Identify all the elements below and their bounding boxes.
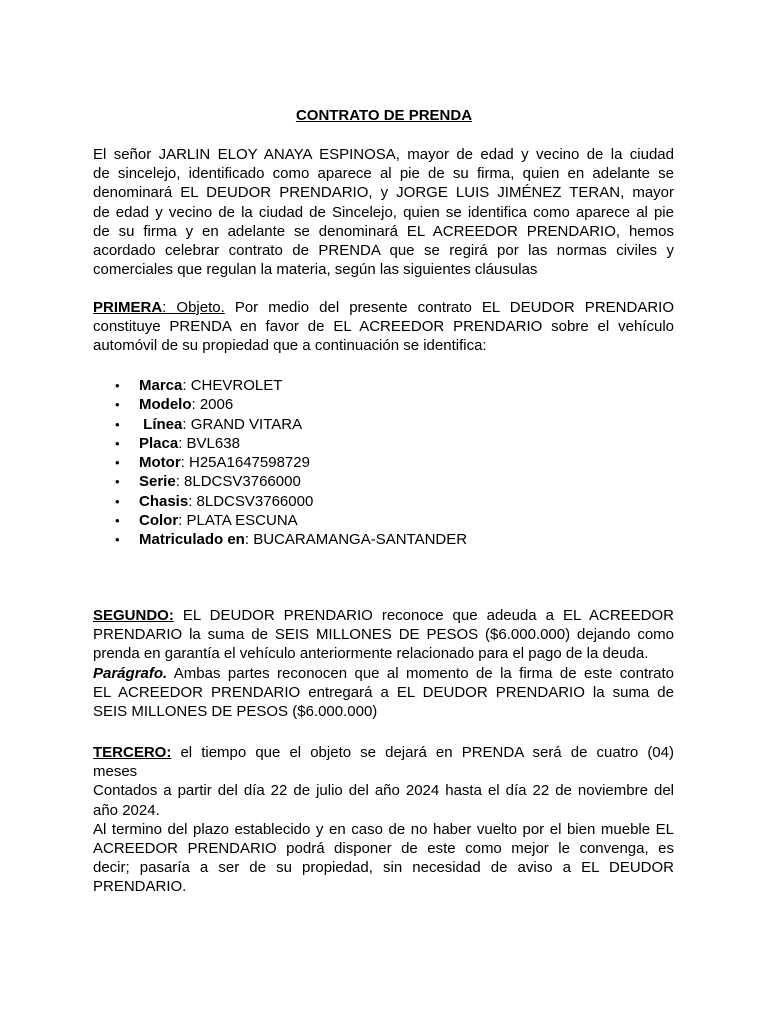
segundo-text: EL DEUDOR PRENDARIO reconoce que adeuda a EL ACREEDOR — [173, 607, 674, 624]
intro-line: denominará EL DEUDOR PRENDARIO, y JORGE LUIS JIMÉNEZ TERAN, mayor — [93, 184, 674, 202]
tercero-line: Contados a partir del día 22 de julio del año 2024 hasta el día 22 de noviembre del — [93, 782, 674, 800]
tercero-line-1 — [93, 743, 674, 762]
segundo-line-1 — [93, 606, 674, 625]
primera-text: Por medio del presente contrato EL DEUDOR PRENDARIO — [224, 299, 674, 316]
intro-line: de edad y vecino de la ciudad de Sincelejo, quien se identifica como aparece al pie — [93, 203, 674, 221]
clause-segundo — [93, 606, 674, 721]
paragrafo-line: EL ACREEDOR PRENDARIO entregará a EL DEUDOR PRENDARIO la suma de — [93, 683, 674, 701]
bullet-icon: • — [115, 493, 120, 509]
segundo-line: PRENDARIO la suma de SEIS MILLONES DE PESOS ($6.000.000) dejando como — [93, 626, 674, 644]
primera-line: constituye PRENDA en favor de EL ACREEDOR PRENDARIO sobre el vehículo — [93, 318, 674, 336]
segundo-label: SEGUNDO — [93, 607, 169, 624]
primera-label: PRIMERA — [93, 299, 163, 316]
document-title: CONTRATO DE PRENDA — [295, 107, 473, 124]
vehicle-field-label: Matriculado en — [139, 531, 245, 549]
tercero-text: el tiempo que el objeto se dejará en PRENDA será de cuatro (04) — [171, 744, 674, 761]
bullet-icon: • — [115, 513, 120, 529]
bullet-icon: • — [115, 532, 120, 548]
vehicle-field-label: Motor — [139, 454, 181, 472]
tercero-label: TERCERO — [93, 744, 167, 761]
tercero-colon: : — [166, 744, 172, 761]
intro-paragraph — [93, 145, 674, 279]
list-item — [115, 395, 467, 414]
list-item — [115, 453, 467, 472]
list-item — [115, 376, 467, 395]
paragrafo-label: Parágrafo. — [93, 664, 168, 682]
vehicle-field-value: : GRAND VITARA — [182, 415, 303, 433]
list-item — [115, 492, 467, 511]
vehicle-field-label: Línea — [139, 415, 183, 433]
list-item — [115, 434, 467, 453]
primera-line: automóvil de su propiedad que a continuación se identifica: — [93, 337, 487, 355]
vehicle-field-value: : 2006 — [191, 396, 234, 414]
list-item — [115, 472, 467, 491]
tercero-line: decir; pasaría a ser de su propiedad, sin necesidad de aviso a EL DEUDOR — [93, 859, 674, 877]
vehicle-field-label: Placa — [139, 434, 179, 452]
clause-primera — [93, 298, 674, 356]
paragrafo-text: Ambas partes reconocen que al momento de la firma de este contrato — [167, 664, 674, 682]
list-item — [115, 415, 467, 434]
tercero-line: meses — [93, 763, 138, 781]
clause-tercero — [93, 743, 674, 897]
list-item — [115, 511, 467, 530]
tercero-line: Al termino del plazo establecido y en caso de no haber vuelto por el bien mueble EL — [93, 820, 674, 838]
intro-line: comerciales que regulan la materia, según las siguientes cláusulas — [93, 261, 538, 279]
vehicle-field-label: Marca — [139, 377, 183, 394]
paragrafo-line: SEIS MILLONES DE PESOS ($6.000.000) — [93, 703, 378, 721]
tercero-line: PRENDARIO. — [93, 878, 187, 896]
list-item — [115, 530, 467, 549]
bullet-icon: • — [115, 474, 120, 490]
vehicle-field-value: : 8LDCSV3766000 — [175, 473, 301, 491]
intro-line: de sincelejo, identificado como aparece al pie de su firma, quien en adelante se — [93, 165, 674, 183]
tercero-line: ACREEDOR PRENDARIO podrá disponer de este como mejor le convenga, es — [93, 840, 674, 858]
primera-subject: Objeto. — [166, 299, 225, 316]
bullet-icon: • — [115, 455, 120, 471]
vehicle-field-label: Serie — [139, 473, 176, 491]
intro-line: acordado celebrar contrato de PRENDA que se regirá por las normas civiles y — [93, 242, 674, 260]
vehicle-field-value: : BUCARAMANGA-SANTANDER — [244, 531, 468, 549]
tercero-line: año 2024. — [93, 801, 160, 819]
vehicle-field-label: Chasis — [139, 492, 189, 510]
bullet-icon: • — [115, 416, 120, 432]
intro-line: El señor JARLIN ELOY ANAYA ESPINOSA, mayor de edad y vecino de la ciudad — [93, 146, 674, 163]
vehicle-field-label: Color — [139, 512, 179, 530]
vehicle-field-value: : BVL638 — [178, 434, 240, 452]
vehicle-field-value: : 8LDCSV3766000 — [188, 492, 314, 510]
bullet-icon: • — [115, 378, 120, 393]
segundo-line: prenda en garantía el vehículo anteriormente relacionado para el pago de la deuda. — [93, 645, 649, 663]
paragrafo-line-1 — [93, 664, 674, 683]
vehicle-field-value: : PLATA ESCUNA — [178, 512, 298, 530]
primera-colon: : — [162, 299, 167, 316]
vehicle-field-value: : CHEVROLET — [182, 377, 283, 394]
vehicle-field-value: : H25A1647598729 — [180, 454, 310, 472]
intro-line: de su firma y en adelante se denominará EL ACREEDOR PRENDARIO, hemos — [93, 222, 674, 240]
bullet-icon: • — [115, 435, 120, 451]
bullet-icon: • — [115, 397, 120, 413]
vehicle-details-list — [115, 376, 467, 550]
primera-line-1 — [93, 298, 674, 317]
vehicle-field-label: Modelo — [139, 396, 192, 414]
segundo-colon: : — [168, 607, 174, 624]
